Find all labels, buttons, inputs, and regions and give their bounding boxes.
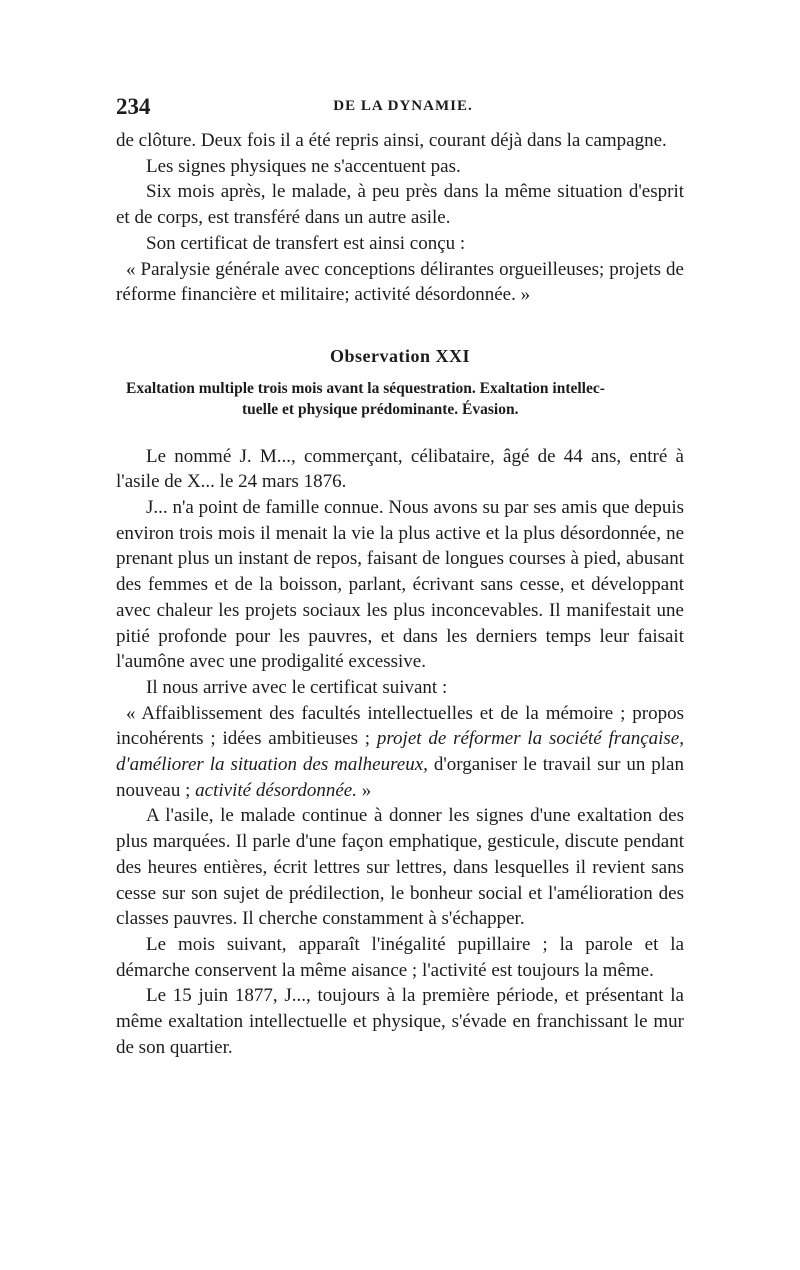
paragraph: J... n'a point de famille connue. Nous avons su par ses amis que depuis environ trois mois il menait la vie la plus active et la plus désordonnée, ne prenant plus un instant de repos, faisant de longues courses à pied, abusant des femmes et de la boisson, parlant, écrivant sans cesse, et développant avec chaleur les projets sociaux les plus inconcevables. Il manifestait une pitié profonde pour les pauvres, et dans les derniers temps leur faisait l'aumône avec une prodigalité excessive. <box>116 497 684 673</box>
quote-text: d'organiser le travail sur un plan nouveau ; <box>116 754 684 801</box>
page-header <box>116 94 690 122</box>
paragraph: Il nous arrive avec le certificat suivant : <box>146 676 448 698</box>
observation-title: Observation XXI <box>329 345 470 366</box>
paragraph: Le mois suivant, apparaît l'inégalité pupillaire ; la parole et la démarche conservent la même aisance ; l'activité est toujours la même. <box>116 933 684 981</box>
paragraph: Les signes physiques ne s'accentuent pas. <box>146 155 461 177</box>
paragraph: Son certificat de transfert est ainsi conçu : <box>146 232 466 254</box>
quote-text: » <box>356 779 372 801</box>
quote-text: « Affaiblissement des facultés intellectuelles et de la mémoire ; propos incohérents ; idées ambitieuses ; <box>116 702 684 750</box>
paragraph: Le 15 juin 1877, J..., toujours à la première période, et présentant la même exaltation intellectuelle et physique, s'évade en franchissant le mur de son quartier. <box>116 985 684 1058</box>
paragraph: de clôture. Deux fois il a été repris ainsi, courant déjà dans la campagne. <box>116 130 667 151</box>
summary-line: tuelle et physique prédominante. Évasion. <box>242 400 519 418</box>
page-number: 234 <box>116 94 151 119</box>
page-body <box>116 128 684 1061</box>
running-head: DE LA DYNAMIE. <box>333 98 473 114</box>
quote-italic: activité désordonnée. <box>195 779 357 801</box>
paragraph: Six mois après, le malade, à peu près dans la même situation d'esprit et de corps, est transféré dans un autre asile. <box>116 181 684 229</box>
paragraph: Le nommé J. M..., commerçant, célibataire, âgé de 44 ans, entré à l'asile de X... le 24 mars 1876. <box>116 445 684 493</box>
certificate-quote: « Paralysie générale avec conceptions délirantes orgueilleuses; projets de réforme financière et militaire; activité désordonnée. » <box>116 258 684 306</box>
paragraph: A l'asile, le malade continue à donner les signes d'une exaltation des plus marquées. Il parle d'une façon emphatique, gesticule, discute pendant des heures entières, écrit lettres sur lettres, dans lesquelles il revient sans cesse sur son sujet de prédilection, le bonheur social et l'amélioration des classes pauvres. Il cherche constamment à s'échapper. <box>116 805 684 930</box>
certificate-quote <box>116 701 684 804</box>
observation-summary <box>116 378 684 420</box>
summary-line: Exaltation multiple trois mois avant la séquestration. Exaltation intellec- <box>126 379 605 397</box>
quote-italic: projet de réformer la société française, d'améliorer la situation des malheureux, <box>116 728 684 776</box>
